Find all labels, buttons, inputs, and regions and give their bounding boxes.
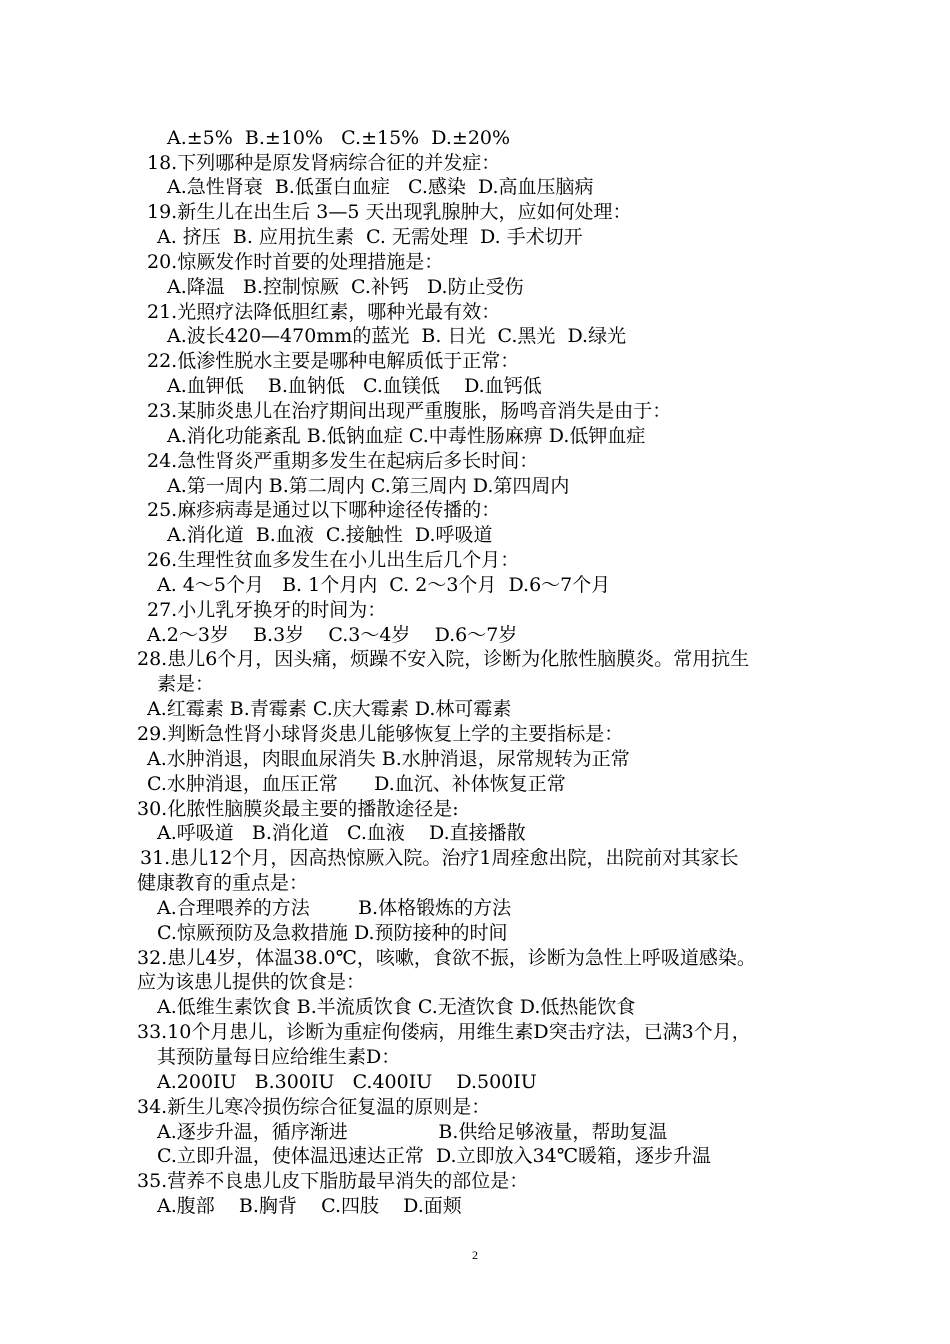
option-line: C.立即升温，使体温迅速达正常 D.立即放入34℃暖箱，逐步升温	[157, 1145, 712, 1167]
question-line: 29.判断急性肾小球肾炎患儿能够恢复上学的主要指标是：	[137, 723, 624, 745]
option-line: A.急性肾衰 B.低蛋白血症 C.感染 D.高血压脑病	[167, 176, 594, 198]
option-line: A.200IU B.300IU C.400IU D.500IU	[157, 1071, 537, 1093]
question-line: 23.某肺炎患儿在治疗期间出现严重腹胀，肠鸣音消失是由于：	[147, 400, 672, 422]
question-line: 34.新生儿寒冷损伤综合征复温的原则是：	[137, 1096, 491, 1118]
option-line: A.腹部 B.胸背 C.四肢 D.面颊	[157, 1195, 462, 1217]
question-line: 30.化脓性脑膜炎最主要的播散途径是:	[137, 798, 459, 820]
option-line: A.消化道 B.血液 C.接触性 D.呼吸道	[167, 524, 493, 546]
option-line: A.红霉素 B.青霉素 C.庆大霉素 D.林可霉素	[147, 698, 512, 720]
question-line: 28.患儿6个月，因头痛，烦躁不安入院，诊断为化脓性脑膜炎。常用抗生	[137, 648, 750, 670]
question-continuation: 健康教育的重点是：	[137, 872, 309, 894]
question-line: 35.营养不良患儿皮下脂肪最早消失的部位是：	[137, 1170, 529, 1192]
option-line: A.消化功能紊乱 B.低钠血症 C.中毒性肠麻痹 D.低钾血症	[167, 425, 646, 447]
question-line: 33.10个月患儿，诊断为重症佝偻病，用维生素D突击疗法，已满3个月，	[137, 1021, 751, 1043]
question-continuation: 素是：	[157, 673, 215, 695]
question-line: 27.小儿乳牙换牙的时间为：	[147, 599, 387, 621]
question-line: 22.低渗性脱水主要是哪种电解质低于正常：	[147, 350, 520, 372]
question-continuation: 应为该患儿提供的饮食是：	[137, 971, 366, 993]
question-line: 18.下列哪种是原发肾病综合征的并发症：	[147, 152, 501, 174]
question-line: 24.急性肾炎严重期多发生在起病后多长时间：	[147, 450, 539, 472]
option-line: A.呼吸道 B.消化道 C.血液 D.直接播散	[157, 822, 526, 844]
question-line: 26.生理性贫血多发生在小儿出生后几个月：	[147, 549, 520, 571]
option-line: A. 挤压 B. 应用抗生素 C. 无需处理 D. 手术切开	[157, 226, 583, 248]
page-number: 2	[472, 1248, 478, 1262]
question-line: 19.新生儿在出生后 3—5 天出现乳腺肿大，应如何处理：	[147, 201, 632, 223]
option-line: A.血钾低 B.血钠低 C.血镁低 D.血钙低	[167, 375, 542, 397]
option-line: C.水肿消退，血压正常 D.血沉、补体恢复正常	[147, 773, 566, 795]
question-line: 21.光照疗法降低胆红素，哪种光最有效：	[147, 301, 501, 323]
option-line: A.±5% B.±10% C.±15% D.±20%	[167, 127, 511, 149]
question-line: 32.患儿4岁，体温38.0℃，咳嗽，食欲不振，诊断为急性上呼吸道感染。	[137, 947, 756, 969]
question-continuation: 其预防量每日应给维生素D：	[157, 1046, 401, 1068]
option-line: A.水肿消退，肉眼血尿消失 B.水肿消退，尿常规转为正常	[147, 748, 630, 770]
option-line: A.波长420—470mm的蓝光 B. 日光 C.黑光 D.绿光	[167, 325, 627, 347]
option-line: A.降温 B.控制惊厥 C.补钙 D.防止受伤	[167, 276, 524, 298]
option-line: C.惊厥预防及急救措施 D.预防接种的时间	[157, 922, 508, 944]
option-line: A.合理喂养的方法 B.体格锻炼的方法	[157, 897, 512, 919]
option-line: A.2～3岁 B.3岁 C.3～4岁 D.6～7岁	[147, 624, 518, 646]
option-line: A.逐步升温，循序渐进 B.供给足够液量，帮助复温	[157, 1121, 668, 1143]
option-line: A. 4～5个月 B. 1个月内 C. 2～3个月 D.6～7个月	[157, 574, 611, 596]
option-line: A.第一周内 B.第二周内 C.第三周内 D.第四周内	[167, 475, 570, 497]
question-line: 20.惊厥发作时首要的处理措施是：	[147, 251, 444, 273]
option-line: A.低维生素饮食 B.半流质饮食 C.无渣饮食 D.低热能饮食	[157, 996, 636, 1018]
question-line: 31.患儿12个月，因高热惊厥入院。治疗1周痊愈出院，出院前对其家长	[140, 847, 739, 869]
question-line: 25.麻疹病毒是通过以下哪种途径传播的：	[147, 499, 501, 521]
